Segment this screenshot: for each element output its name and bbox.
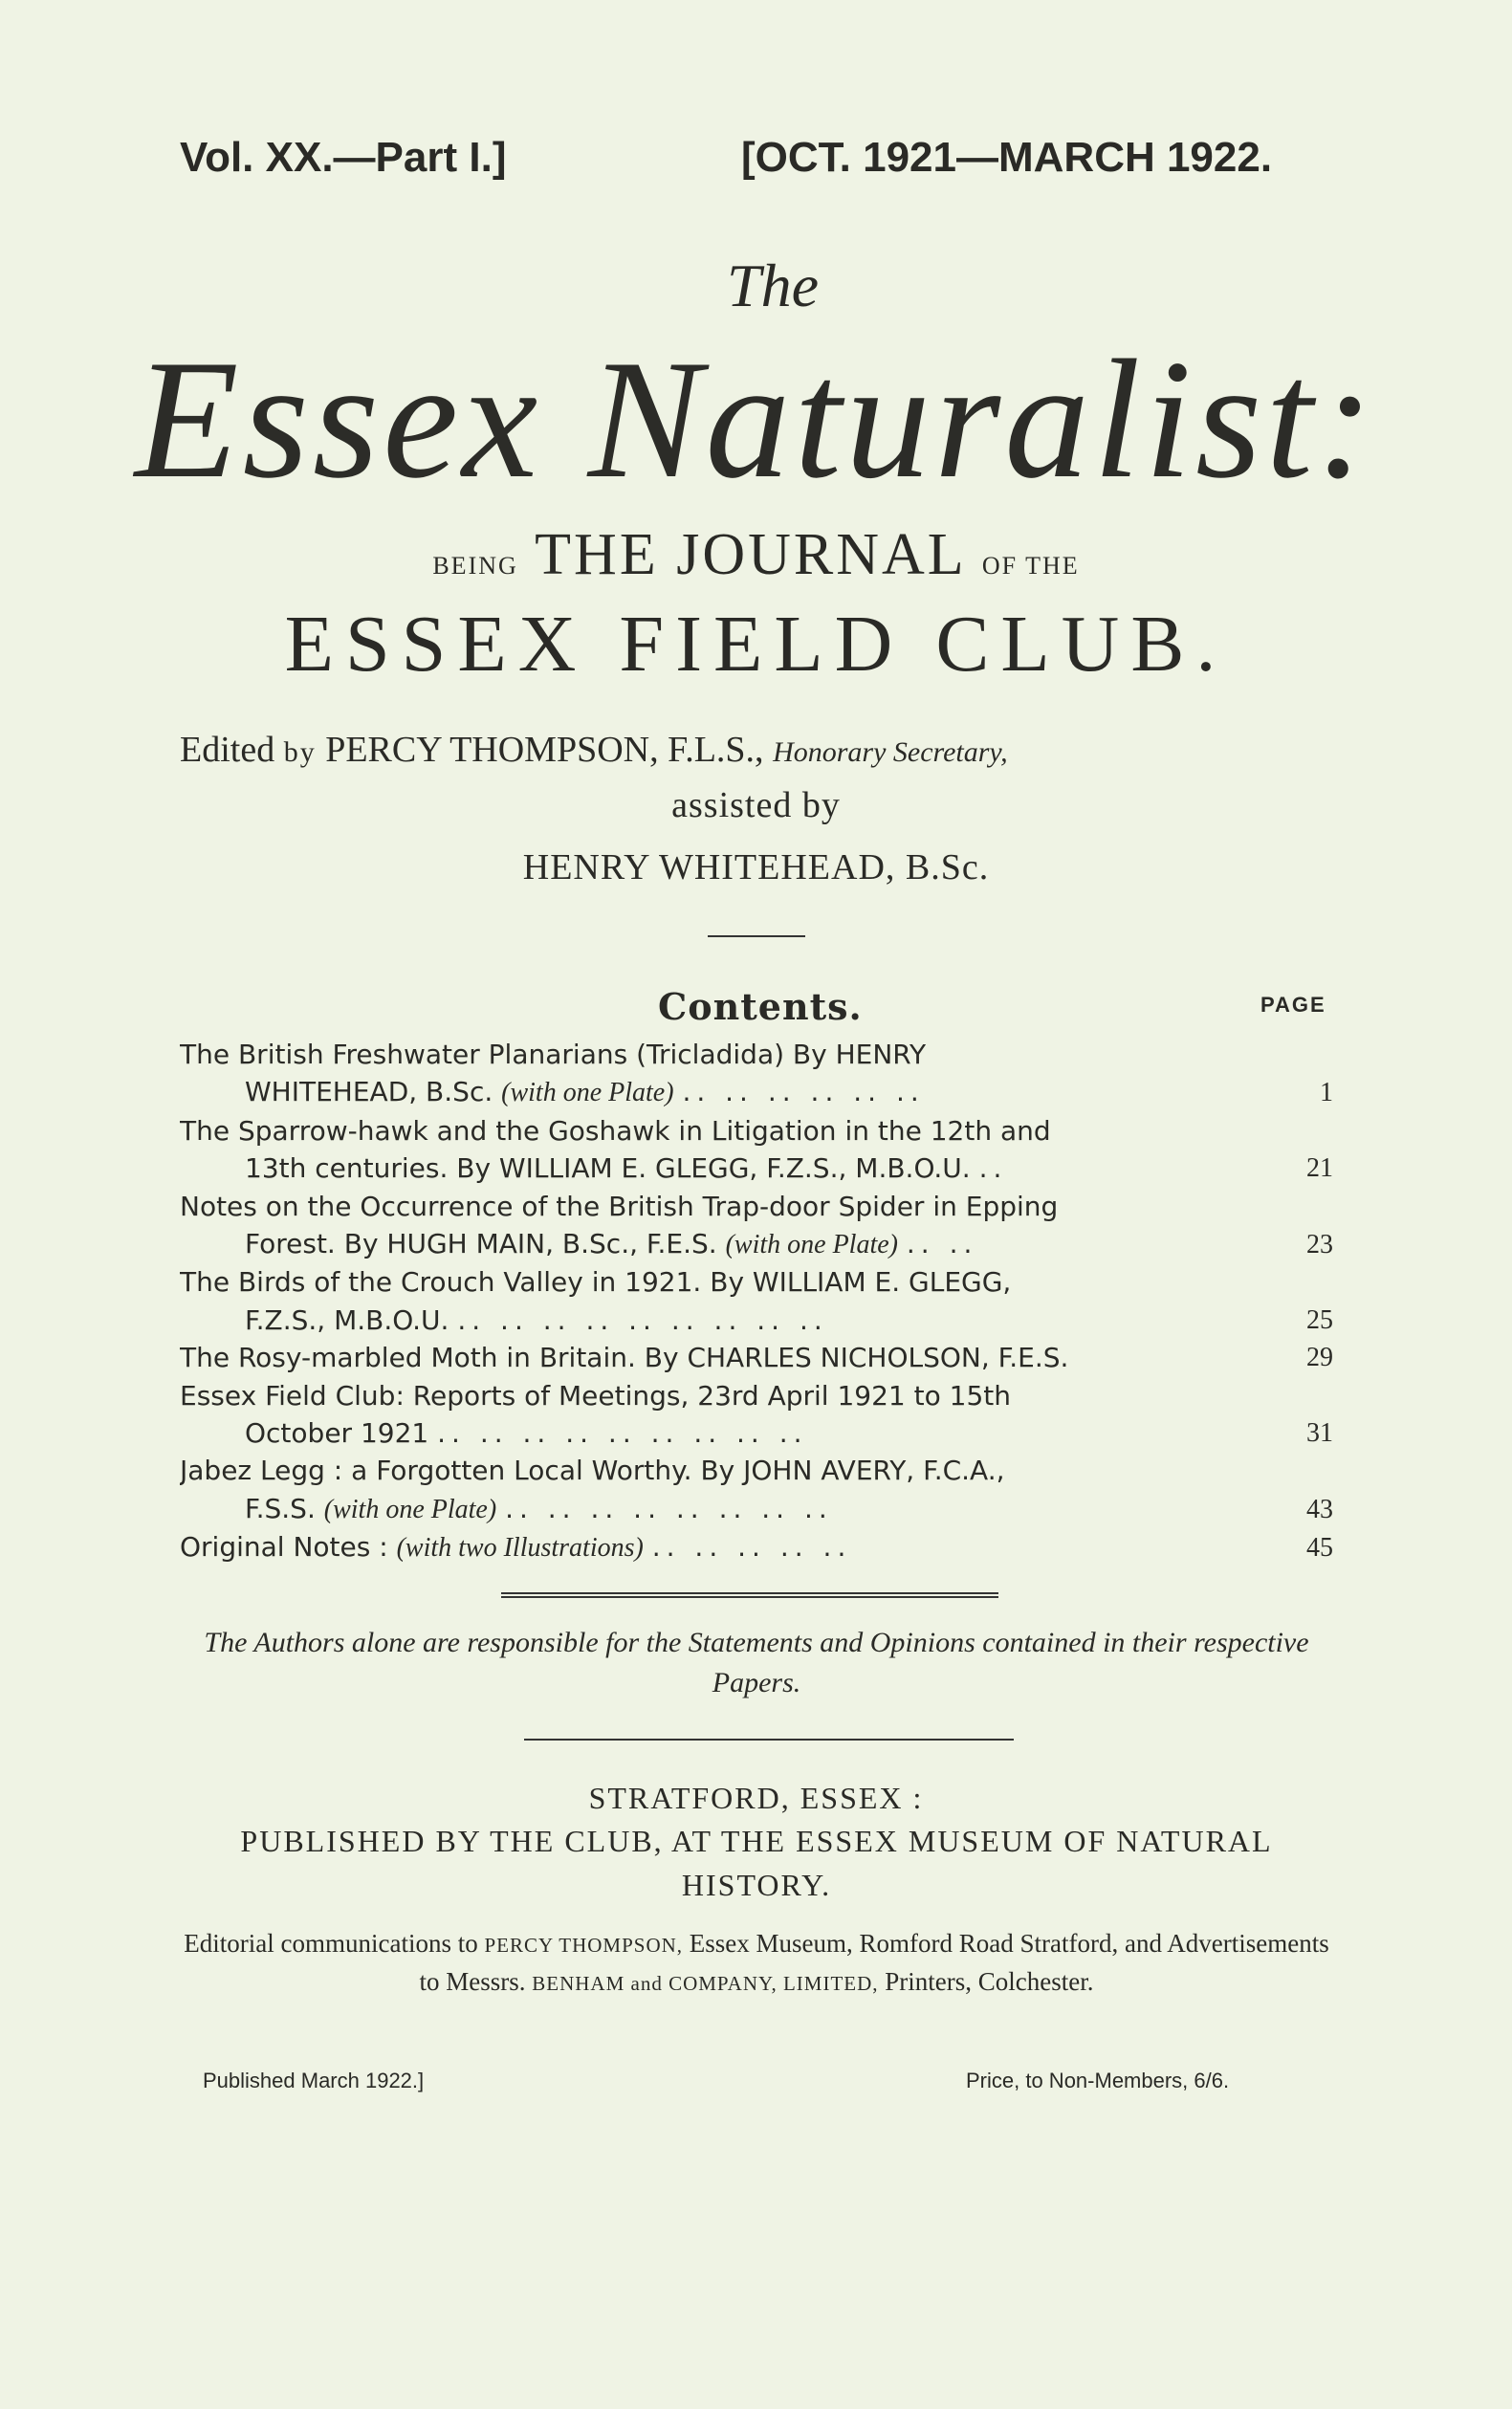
toc-author: F.Z.S., M.B.O.U. — [245, 1303, 449, 1336]
divider — [708, 935, 805, 937]
divider — [501, 1596, 998, 1598]
table-of-contents — [180, 1036, 1333, 1567]
toc-page-number: 1 — [1320, 1078, 1333, 1108]
title-article: The — [727, 252, 819, 319]
toc-entry-continuation — [180, 1414, 1266, 1452]
being-word: BEING — [432, 552, 518, 580]
toc-author: F.S.S. — [245, 1492, 316, 1524]
toc-entry — [180, 1036, 1333, 1112]
journal-word: THE JOURNAL — [535, 522, 965, 587]
toc-page-number: 31 — [1306, 1418, 1333, 1449]
editorial-contact: PERCY THOMPSON, — [484, 1934, 684, 1957]
toc-entry-title: Essex Field Club: Reports of Meetings, 23rd April 1921 to 15th — [180, 1379, 1011, 1412]
editor-role: Honorary Secretary, — [773, 736, 1008, 768]
club-name: ESSEX FIELD CLUB. — [284, 600, 1228, 689]
toc-page-number: 25 — [1306, 1304, 1333, 1335]
toc-page-number: 43 — [1306, 1494, 1333, 1524]
issue-dates: [OCT. 1921—MARCH 1922. — [741, 134, 1273, 181]
editorial-text: Editorial communications to — [184, 1929, 478, 1958]
price-note: Price, to Non-Members, 6/6. — [966, 2069, 1230, 2092]
toc-entry-title: The Sparrow-hawk and the Goshawk in Litigation in the 12th and — [180, 1114, 1051, 1147]
toc-entry-continuation — [180, 1073, 1266, 1111]
editorial-note — [180, 1925, 1333, 2002]
assisted-by: assisted by — [671, 785, 841, 825]
toc-page-number: 23 — [1306, 1230, 1333, 1260]
journal-title: Essex Naturalist: — [134, 324, 1378, 514]
toc-leader: .. .. — [906, 1228, 978, 1260]
toc-author: October 1921 — [245, 1417, 429, 1450]
editorial-printer: BENHAM and COMPANY, LIMITED, — [532, 1972, 879, 1995]
toc-page-number: 21 — [1306, 1153, 1333, 1184]
toc-entry-continuation — [180, 1150, 1266, 1187]
toc-entry — [180, 1263, 1333, 1339]
volume-label: Vol. XX.—Part I.] — [180, 134, 507, 181]
edited-word: Edited — [180, 730, 275, 770]
toc-page-number: 29 — [1306, 1343, 1333, 1373]
assistant-editor: HENRY WHITEHEAD, B.Sc. — [522, 847, 990, 887]
toc-entry — [180, 1452, 1333, 1528]
imprint-place: STRATFORD, ESSEX : — [588, 1781, 924, 1815]
toc-leader: .. .. .. .. .. .. .. .. — [505, 1492, 833, 1524]
toc-entry-title: Notes on the Occurrence of the British Trap-door Spider in Epping — [180, 1190, 1059, 1222]
toc-entry-title: Jabez Legg : a Forgotten Local Worthy. By JOHN AVERY, F.C.A., — [180, 1455, 1005, 1487]
toc-entry-continuation — [180, 1490, 1266, 1528]
journal-subtitle — [0, 521, 1512, 589]
toc-entry-continuation — [180, 1225, 1266, 1263]
toc-author: Forest. By HUGH MAIN, B.Sc., F.E.S. — [245, 1228, 717, 1260]
toc-leader: .. .. .. .. .. .. .. .. .. — [437, 1417, 808, 1450]
toc-leader: .. .. .. .. .. .. .. .. .. — [457, 1303, 828, 1336]
publication-date: Published March 1922.] — [203, 2069, 425, 2092]
toc-leader: .. .. .. .. .. .. — [682, 1076, 925, 1108]
toc-author: WHITEHEAD, B.Sc. — [245, 1076, 493, 1108]
toc-leader: .. .. .. .. .. — [651, 1531, 852, 1564]
toc-entry — [180, 1188, 1333, 1264]
imprint-publisher: PUBLISHED BY THE CLUB, AT THE ESSEX MUSEUM OF NATURAL HISTORY. — [240, 1824, 1273, 1902]
toc-note: (with one Plate) — [501, 1078, 674, 1108]
toc-note: (with one Plate) — [725, 1230, 898, 1260]
toc-entry-title: The Birds of the Crouch Valley in 1921. By WILLIAM E. GLEGG, — [180, 1266, 1012, 1299]
toc-entry-line — [180, 1528, 1266, 1566]
of-the-word: OF THE — [981, 552, 1080, 580]
toc-page-number: 45 — [1306, 1533, 1333, 1564]
toc-entry — [180, 1377, 1333, 1453]
toc-entry-title: The British Freshwater Planarians (Tricladida) By HENRY — [180, 1039, 927, 1070]
toc-entry — [180, 1528, 1333, 1566]
toc-entry-title: Original Notes : — [180, 1531, 388, 1564]
contents-heading: Contents. — [658, 985, 863, 1028]
disclaimer: The Authors alone are responsible for the Statements and Opinions contained in their respective Papers. — [204, 1627, 1309, 1698]
toc-leader: .. — [978, 1152, 1008, 1185]
divider — [524, 1739, 1014, 1741]
page-column-heading: PAGE — [1260, 993, 1326, 1017]
editorial-text: Essex Museum, Romford Road Stratford, and Advertisements to Messrs. — [419, 1929, 1329, 1996]
divider — [501, 1592, 998, 1594]
editorial-text: Printers, Colchester. — [885, 1967, 1094, 1996]
by-word: by — [283, 736, 317, 768]
toc-note: (with two Illustrations) — [396, 1533, 644, 1564]
toc-entry-title: The Rosy-marbled Moth in Britain. By CHARLES NICHOLSON, F.E.S. — [180, 1342, 1069, 1374]
toc-entry — [180, 1339, 1333, 1376]
toc-note: (with one Plate) — [323, 1494, 497, 1524]
editor-name: PERCY THOMPSON, F.L.S., — [325, 730, 764, 770]
toc-entry-continuation — [180, 1302, 1266, 1339]
toc-author: 13th centuries. By WILLIAM E. GLEGG, F.Z.S., M.B.O.U. — [245, 1152, 971, 1185]
toc-entry — [180, 1112, 1333, 1188]
editor-line — [180, 729, 1356, 771]
